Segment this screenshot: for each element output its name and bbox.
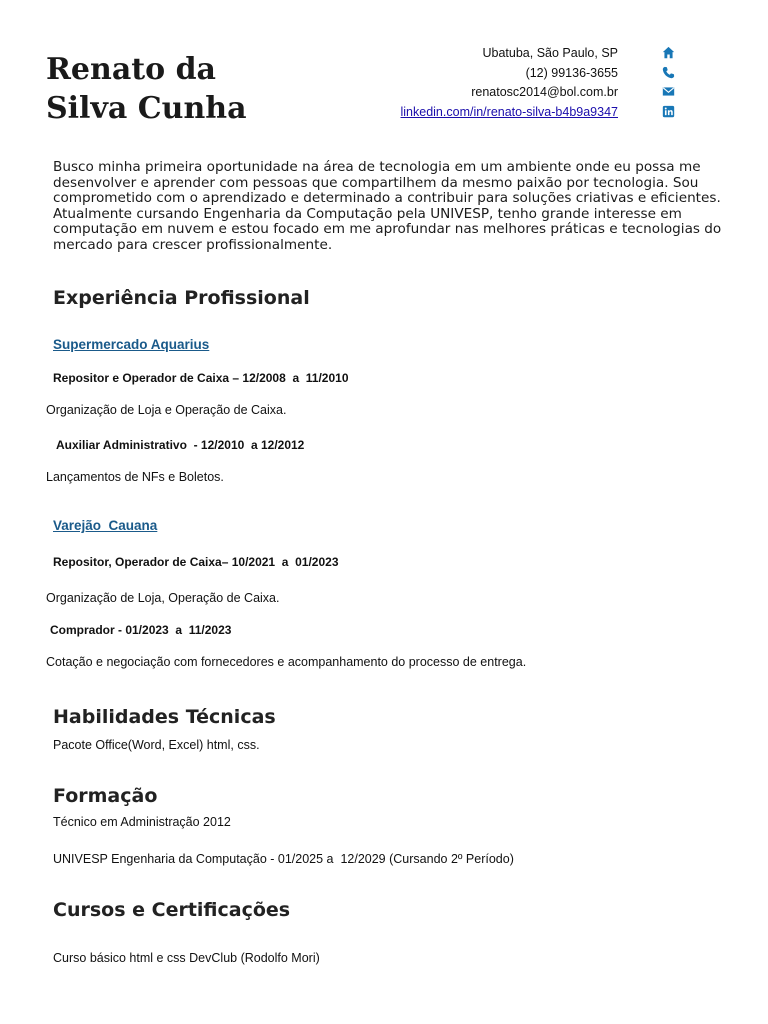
education-item-1: Técnico em Administração 2012: [53, 815, 231, 829]
linkedin-icon: [662, 105, 675, 118]
job1-desc2: Lançamentos de NFs e Boletos.: [46, 470, 224, 484]
phone-icon: [662, 66, 675, 79]
linkedin-link[interactable]: linkedin.com/in/renato-silva-b4b9a9347: [400, 104, 618, 119]
name-line-2: Silva Cunha: [46, 91, 247, 126]
skills-text: Pacote Office(Word, Excel) html, css.: [53, 738, 260, 752]
job2-desc1: Organização de Loja, Operação de Caixa.: [46, 591, 280, 605]
job1-desc1: Organização de Loja e Operação de Caixa.: [46, 403, 287, 417]
home-icon: [662, 46, 675, 59]
job2-role1: Repositor, Operador de Caixa– 10/2021 a 01/2023: [53, 555, 339, 569]
email-icon: [662, 85, 675, 98]
contact-phone: (12) 99136-3655: [525, 65, 618, 80]
job1-role2: Auxiliar Administrativo - 12/2010 a 12/2012: [56, 438, 305, 452]
course-item-1: Curso básico html e css DevClub (Rodolfo Mori): [53, 951, 320, 965]
education-item-2: UNIVESP Engenharia da Computação - 01/2025 a 12/2029 (Cursando 2º Período): [53, 852, 514, 866]
job1-role1: Repositor e Operador de Caixa – 12/2008 a 11/2010: [53, 371, 349, 385]
candidate-name: [46, 50, 247, 128]
skills-heading: Habilidades Técnicas: [53, 706, 276, 728]
experience-heading: Experiência Profissional: [53, 287, 310, 309]
profile-summary: Busco minha primeira oportunidade na área de tecnologia em um ambiente onde eu possa me desenvolver e aprender com pessoas que compartilhem da mesmo paixão por tecnologia. Sou comprometido com o aprendizado e determinado a contribuir para soluções criativas e eficientes. Atualmente cursando Engenharia da Computação pela UNIVESP, tenho grande interesse em computação em nuvem e estou focado em me aprofundar nas melhores práticas e tecnologias do mercado para crescer profissionalmente.: [53, 159, 722, 253]
job2-desc2: Cotação e negociação com fornecedores e acompanhamento do processo de entrega.: [46, 655, 527, 669]
name-line-1: Renato da: [46, 52, 216, 87]
job2-role2: Comprador - 01/2023 a 11/2023: [50, 623, 232, 637]
courses-heading: Cursos e Certificações: [53, 899, 291, 921]
contact-email: renatosc2014@bol.com.br: [471, 85, 618, 99]
contact-location: Ubatuba, São Paulo, SP: [482, 46, 618, 60]
company-varejao-cauana[interactable]: Varejão Cauana: [53, 518, 158, 533]
education-heading: Formação: [53, 785, 158, 807]
company-supermercado-aquarius[interactable]: Supermercado Aquarius: [53, 337, 210, 352]
contact-icons: [662, 46, 680, 124]
contact-block: [401, 44, 619, 122]
